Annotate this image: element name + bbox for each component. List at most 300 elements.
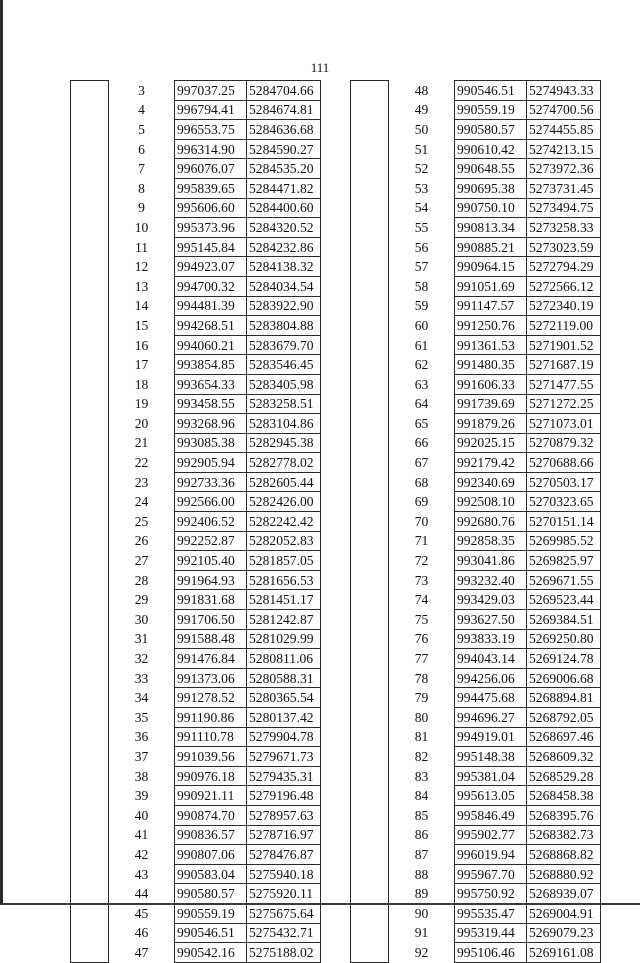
table-row bbox=[71, 316, 321, 336]
point-number: 13 bbox=[109, 276, 175, 296]
x-coordinate: 990807.06 bbox=[175, 845, 247, 865]
table-row bbox=[71, 237, 321, 257]
x-coordinate: 993232.40 bbox=[455, 570, 527, 590]
point-number: 16 bbox=[109, 335, 175, 355]
y-coordinate: 5278957.63 bbox=[247, 805, 321, 825]
point-number: 19 bbox=[109, 394, 175, 414]
y-coordinate: 5273731.45 bbox=[527, 178, 601, 198]
table-row bbox=[351, 139, 601, 159]
table-row bbox=[71, 276, 321, 296]
y-coordinate: 5269825.97 bbox=[527, 551, 601, 571]
x-coordinate: 991588.48 bbox=[175, 629, 247, 649]
point-number: 22 bbox=[109, 453, 175, 473]
y-coordinate: 5273023.59 bbox=[527, 237, 601, 257]
table-row bbox=[351, 786, 601, 806]
point-number: 4 bbox=[109, 100, 175, 120]
y-coordinate: 5271477.55 bbox=[527, 374, 601, 394]
table-row bbox=[351, 825, 601, 845]
point-number: 51 bbox=[389, 139, 455, 159]
y-coordinate: 5275675.64 bbox=[247, 903, 321, 923]
point-number: 60 bbox=[389, 316, 455, 336]
y-coordinate: 5269671.55 bbox=[527, 570, 601, 590]
point-number: 87 bbox=[389, 845, 455, 865]
table-row bbox=[71, 100, 321, 120]
y-coordinate: 5270151.14 bbox=[527, 512, 601, 532]
y-coordinate: 5271901.52 bbox=[527, 335, 601, 355]
point-number: 89 bbox=[389, 884, 455, 904]
point-number: 5 bbox=[109, 120, 175, 140]
x-coordinate: 995381.04 bbox=[455, 766, 527, 786]
table-row bbox=[351, 492, 601, 512]
x-coordinate: 992252.87 bbox=[175, 531, 247, 551]
table-row bbox=[351, 414, 601, 434]
point-number: 44 bbox=[109, 884, 175, 904]
x-coordinate: 992905.94 bbox=[175, 453, 247, 473]
y-coordinate: 5268939.07 bbox=[527, 884, 601, 904]
x-coordinate: 991190.86 bbox=[175, 708, 247, 728]
blank-column bbox=[71, 81, 109, 963]
y-coordinate: 5284400.60 bbox=[247, 198, 321, 218]
table-row bbox=[71, 159, 321, 179]
point-number: 80 bbox=[389, 708, 455, 728]
x-coordinate: 990964.15 bbox=[455, 257, 527, 277]
table-row bbox=[351, 629, 601, 649]
point-number: 65 bbox=[389, 414, 455, 434]
table-row bbox=[351, 394, 601, 414]
x-coordinate: 992105.40 bbox=[175, 551, 247, 571]
point-number: 45 bbox=[109, 903, 175, 923]
y-coordinate: 5283804.88 bbox=[247, 316, 321, 336]
point-number: 76 bbox=[389, 629, 455, 649]
table-row bbox=[71, 590, 321, 610]
table-row bbox=[351, 590, 601, 610]
table-row bbox=[351, 727, 601, 747]
point-number: 38 bbox=[109, 766, 175, 786]
table-row bbox=[71, 198, 321, 218]
x-coordinate: 991476.84 bbox=[175, 649, 247, 669]
y-coordinate: 5284471.82 bbox=[247, 178, 321, 198]
table-row bbox=[351, 649, 601, 669]
point-number: 24 bbox=[109, 492, 175, 512]
y-coordinate: 5279435.31 bbox=[247, 766, 321, 786]
point-number: 41 bbox=[109, 825, 175, 845]
x-coordinate: 991039.56 bbox=[175, 747, 247, 767]
point-number: 48 bbox=[389, 81, 455, 101]
y-coordinate: 5268697.46 bbox=[527, 727, 601, 747]
point-number: 82 bbox=[389, 747, 455, 767]
y-coordinate: 5268529.28 bbox=[527, 766, 601, 786]
table-row bbox=[71, 472, 321, 492]
y-coordinate: 5282052.83 bbox=[247, 531, 321, 551]
y-coordinate: 5283405.98 bbox=[247, 374, 321, 394]
table-row bbox=[71, 178, 321, 198]
x-coordinate: 997037.25 bbox=[175, 81, 247, 101]
y-coordinate: 5278716.97 bbox=[247, 825, 321, 845]
y-coordinate: 5269079.23 bbox=[527, 923, 601, 943]
x-coordinate: 995967.70 bbox=[455, 864, 527, 884]
y-coordinate: 5282605.44 bbox=[247, 472, 321, 492]
table-row bbox=[71, 708, 321, 728]
table-row bbox=[71, 923, 321, 943]
y-coordinate: 5280811.06 bbox=[247, 649, 321, 669]
y-coordinate: 5268868.82 bbox=[527, 845, 601, 865]
y-coordinate: 5279904.78 bbox=[247, 727, 321, 747]
x-coordinate: 996019.94 bbox=[455, 845, 527, 865]
y-coordinate: 5284590.27 bbox=[247, 139, 321, 159]
point-number: 57 bbox=[389, 257, 455, 277]
x-coordinate: 990976.18 bbox=[175, 766, 247, 786]
point-number: 53 bbox=[389, 178, 455, 198]
table-row bbox=[351, 688, 601, 708]
point-number: 81 bbox=[389, 727, 455, 747]
x-coordinate: 995902.77 bbox=[455, 825, 527, 845]
table-row bbox=[71, 766, 321, 786]
table-row bbox=[351, 81, 601, 101]
y-coordinate: 5268609.32 bbox=[527, 747, 601, 767]
y-coordinate: 5268458.38 bbox=[527, 786, 601, 806]
table-row bbox=[71, 120, 321, 140]
y-coordinate: 5283922.90 bbox=[247, 296, 321, 316]
table-row bbox=[351, 708, 601, 728]
table-row bbox=[71, 81, 321, 101]
point-number: 21 bbox=[109, 433, 175, 453]
x-coordinate: 995750.92 bbox=[455, 884, 527, 904]
table-row bbox=[351, 335, 601, 355]
x-coordinate: 995613.05 bbox=[455, 786, 527, 806]
y-coordinate: 5283258.51 bbox=[247, 394, 321, 414]
y-coordinate: 5279671.73 bbox=[247, 747, 321, 767]
point-number: 88 bbox=[389, 864, 455, 884]
y-coordinate: 5269006.68 bbox=[527, 668, 601, 688]
point-number: 28 bbox=[109, 570, 175, 590]
table-row bbox=[351, 316, 601, 336]
x-coordinate: 992733.36 bbox=[175, 472, 247, 492]
x-coordinate: 995839.65 bbox=[175, 178, 247, 198]
point-number: 20 bbox=[109, 414, 175, 434]
y-coordinate: 5271272.25 bbox=[527, 394, 601, 414]
x-coordinate: 994268.51 bbox=[175, 316, 247, 336]
x-coordinate: 996076.07 bbox=[175, 159, 247, 179]
y-coordinate: 5283104.86 bbox=[247, 414, 321, 434]
page-number: 111 bbox=[310, 60, 330, 75]
x-coordinate: 990836.57 bbox=[175, 825, 247, 845]
y-coordinate: 5271687.19 bbox=[527, 355, 601, 375]
x-coordinate: 995535.47 bbox=[455, 903, 527, 923]
x-coordinate: 993627.50 bbox=[455, 610, 527, 630]
table-row bbox=[71, 805, 321, 825]
point-number: 11 bbox=[109, 237, 175, 257]
table-row bbox=[71, 433, 321, 453]
table-row bbox=[71, 296, 321, 316]
coordinates-table-left bbox=[70, 80, 321, 963]
y-coordinate: 5284535.20 bbox=[247, 159, 321, 179]
point-number: 23 bbox=[109, 472, 175, 492]
blank-column bbox=[351, 81, 389, 963]
x-coordinate: 992680.76 bbox=[455, 512, 527, 532]
x-coordinate: 994043.14 bbox=[455, 649, 527, 669]
x-coordinate: 990885.21 bbox=[455, 237, 527, 257]
x-coordinate: 990542.16 bbox=[175, 943, 247, 963]
y-coordinate: 5274213.15 bbox=[527, 139, 601, 159]
point-number: 47 bbox=[109, 943, 175, 963]
y-coordinate: 5281656.53 bbox=[247, 570, 321, 590]
x-coordinate: 991373.06 bbox=[175, 668, 247, 688]
point-number: 61 bbox=[389, 335, 455, 355]
y-coordinate: 5274455.85 bbox=[527, 120, 601, 140]
point-number: 37 bbox=[109, 747, 175, 767]
table-row bbox=[71, 512, 321, 532]
table-row bbox=[351, 551, 601, 571]
point-number: 72 bbox=[389, 551, 455, 571]
x-coordinate: 993833.19 bbox=[455, 629, 527, 649]
y-coordinate: 5269384.51 bbox=[527, 610, 601, 630]
coordinates-table-right bbox=[350, 80, 601, 963]
point-number: 27 bbox=[109, 551, 175, 571]
table-row bbox=[351, 570, 601, 590]
y-coordinate: 5268894.81 bbox=[527, 688, 601, 708]
point-number: 9 bbox=[109, 198, 175, 218]
point-number: 78 bbox=[389, 668, 455, 688]
x-coordinate: 991278.52 bbox=[175, 688, 247, 708]
y-coordinate: 5284674.81 bbox=[247, 100, 321, 120]
table-row bbox=[71, 374, 321, 394]
point-number: 32 bbox=[109, 649, 175, 669]
y-coordinate: 5283546.45 bbox=[247, 355, 321, 375]
table-row bbox=[351, 198, 601, 218]
table-row bbox=[71, 453, 321, 473]
y-coordinate: 5281857.05 bbox=[247, 551, 321, 571]
point-number: 43 bbox=[109, 864, 175, 884]
table-row bbox=[71, 649, 321, 669]
x-coordinate: 990546.51 bbox=[175, 923, 247, 943]
y-coordinate: 5272794.29 bbox=[527, 257, 601, 277]
table-row bbox=[351, 845, 601, 865]
point-number: 68 bbox=[389, 472, 455, 492]
y-coordinate: 5273972.36 bbox=[527, 159, 601, 179]
x-coordinate: 995319.44 bbox=[455, 923, 527, 943]
x-coordinate: 990695.38 bbox=[455, 178, 527, 198]
point-number: 67 bbox=[389, 453, 455, 473]
point-number: 26 bbox=[109, 531, 175, 551]
x-coordinate: 995606.60 bbox=[175, 198, 247, 218]
y-coordinate: 5283679.70 bbox=[247, 335, 321, 355]
table-row bbox=[71, 727, 321, 747]
y-coordinate: 5282778.02 bbox=[247, 453, 321, 473]
point-number: 49 bbox=[389, 100, 455, 120]
x-coordinate: 991361.53 bbox=[455, 335, 527, 355]
point-number: 83 bbox=[389, 766, 455, 786]
table-row bbox=[351, 884, 601, 904]
y-coordinate: 5275940.18 bbox=[247, 864, 321, 884]
point-number: 79 bbox=[389, 688, 455, 708]
y-coordinate: 5275432.71 bbox=[247, 923, 321, 943]
y-coordinate: 5269161.08 bbox=[527, 943, 601, 963]
point-number: 90 bbox=[389, 903, 455, 923]
y-coordinate: 5269985.52 bbox=[527, 531, 601, 551]
table-row bbox=[71, 492, 321, 512]
table-row bbox=[351, 100, 601, 120]
point-number: 50 bbox=[389, 120, 455, 140]
point-number: 6 bbox=[109, 139, 175, 159]
point-number: 73 bbox=[389, 570, 455, 590]
x-coordinate: 996314.90 bbox=[175, 139, 247, 159]
y-coordinate: 5282426.00 bbox=[247, 492, 321, 512]
table-row bbox=[71, 884, 321, 904]
x-coordinate: 991147.57 bbox=[455, 296, 527, 316]
x-coordinate: 991964.93 bbox=[175, 570, 247, 590]
table-row bbox=[351, 218, 601, 238]
point-number: 62 bbox=[389, 355, 455, 375]
table-row bbox=[351, 296, 601, 316]
x-coordinate: 993458.55 bbox=[175, 394, 247, 414]
table-row bbox=[351, 453, 601, 473]
y-coordinate: 5282242.42 bbox=[247, 512, 321, 532]
table-row bbox=[351, 747, 601, 767]
point-number: 85 bbox=[389, 805, 455, 825]
point-number: 14 bbox=[109, 296, 175, 316]
x-coordinate: 993654.33 bbox=[175, 374, 247, 394]
x-coordinate: 994923.07 bbox=[175, 257, 247, 277]
y-coordinate: 5281029.99 bbox=[247, 629, 321, 649]
x-coordinate: 991739.69 bbox=[455, 394, 527, 414]
x-coordinate: 995148.38 bbox=[455, 747, 527, 767]
table-row bbox=[351, 178, 601, 198]
y-coordinate: 5284320.52 bbox=[247, 218, 321, 238]
point-number: 3 bbox=[109, 81, 175, 101]
point-number: 58 bbox=[389, 276, 455, 296]
x-coordinate: 990546.51 bbox=[455, 81, 527, 101]
table-row bbox=[351, 923, 601, 943]
y-coordinate: 5269124.78 bbox=[527, 649, 601, 669]
point-number: 70 bbox=[389, 512, 455, 532]
y-coordinate: 5269523.44 bbox=[527, 590, 601, 610]
y-coordinate: 5270688.66 bbox=[527, 453, 601, 473]
point-number: 8 bbox=[109, 178, 175, 198]
table-row bbox=[71, 414, 321, 434]
point-number: 35 bbox=[109, 708, 175, 728]
y-coordinate: 5274943.33 bbox=[527, 81, 601, 101]
y-coordinate: 5284636.68 bbox=[247, 120, 321, 140]
x-coordinate: 990583.04 bbox=[175, 864, 247, 884]
x-coordinate: 990559.19 bbox=[175, 903, 247, 923]
y-coordinate: 5273258.33 bbox=[527, 218, 601, 238]
table-row bbox=[71, 845, 321, 865]
x-coordinate: 992508.10 bbox=[455, 492, 527, 512]
table-row bbox=[351, 374, 601, 394]
point-number: 39 bbox=[109, 786, 175, 806]
point-number: 63 bbox=[389, 374, 455, 394]
table-row bbox=[71, 218, 321, 238]
x-coordinate: 993854.85 bbox=[175, 355, 247, 375]
point-number: 75 bbox=[389, 610, 455, 630]
point-number: 17 bbox=[109, 355, 175, 375]
x-coordinate: 991831.68 bbox=[175, 590, 247, 610]
x-coordinate: 992858.35 bbox=[455, 531, 527, 551]
table-row bbox=[351, 766, 601, 786]
x-coordinate: 991879.26 bbox=[455, 414, 527, 434]
y-coordinate: 5272340.19 bbox=[527, 296, 601, 316]
table-row bbox=[351, 903, 601, 923]
table-row bbox=[71, 629, 321, 649]
y-coordinate: 5282945.38 bbox=[247, 433, 321, 453]
point-number: 84 bbox=[389, 786, 455, 806]
table-row bbox=[351, 472, 601, 492]
y-coordinate: 5284704.66 bbox=[247, 81, 321, 101]
point-number: 64 bbox=[389, 394, 455, 414]
y-coordinate: 5273494.75 bbox=[527, 198, 601, 218]
point-number: 30 bbox=[109, 610, 175, 630]
point-number: 52 bbox=[389, 159, 455, 179]
x-coordinate: 990813.34 bbox=[455, 218, 527, 238]
x-coordinate: 992179.42 bbox=[455, 453, 527, 473]
x-coordinate: 990610.42 bbox=[455, 139, 527, 159]
point-number: 56 bbox=[389, 237, 455, 257]
table-row bbox=[71, 610, 321, 630]
y-coordinate: 5280588.31 bbox=[247, 668, 321, 688]
point-number: 42 bbox=[109, 845, 175, 865]
x-coordinate: 990921.11 bbox=[175, 786, 247, 806]
point-number: 55 bbox=[389, 218, 455, 238]
y-coordinate: 5280137.42 bbox=[247, 708, 321, 728]
point-number: 34 bbox=[109, 688, 175, 708]
point-number: 77 bbox=[389, 649, 455, 669]
x-coordinate: 991051.69 bbox=[455, 276, 527, 296]
point-number: 86 bbox=[389, 825, 455, 845]
x-coordinate: 990580.57 bbox=[175, 884, 247, 904]
y-coordinate: 5284232.86 bbox=[247, 237, 321, 257]
x-coordinate: 994700.32 bbox=[175, 276, 247, 296]
table-row bbox=[71, 903, 321, 923]
table-row bbox=[71, 139, 321, 159]
y-coordinate: 5268880.92 bbox=[527, 864, 601, 884]
point-number: 92 bbox=[389, 943, 455, 963]
y-coordinate: 5271073.01 bbox=[527, 414, 601, 434]
x-coordinate: 994475.68 bbox=[455, 688, 527, 708]
x-coordinate: 994481.39 bbox=[175, 296, 247, 316]
point-number: 18 bbox=[109, 374, 175, 394]
x-coordinate: 991706.50 bbox=[175, 610, 247, 630]
y-coordinate: 5270879.32 bbox=[527, 433, 601, 453]
table-row bbox=[71, 943, 321, 963]
x-coordinate: 991606.33 bbox=[455, 374, 527, 394]
table-row bbox=[71, 825, 321, 845]
x-coordinate: 996553.75 bbox=[175, 120, 247, 140]
x-coordinate: 990559.19 bbox=[455, 100, 527, 120]
point-number: 12 bbox=[109, 257, 175, 277]
table-row bbox=[351, 257, 601, 277]
table-row bbox=[351, 120, 601, 140]
point-number: 10 bbox=[109, 218, 175, 238]
point-number: 66 bbox=[389, 433, 455, 453]
table-row bbox=[351, 610, 601, 630]
table-row bbox=[351, 433, 601, 453]
x-coordinate: 993429.03 bbox=[455, 590, 527, 610]
point-number: 40 bbox=[109, 805, 175, 825]
x-coordinate: 993041.86 bbox=[455, 551, 527, 571]
point-number: 7 bbox=[109, 159, 175, 179]
x-coordinate: 994256.06 bbox=[455, 668, 527, 688]
point-number: 91 bbox=[389, 923, 455, 943]
x-coordinate: 990648.55 bbox=[455, 159, 527, 179]
point-number: 69 bbox=[389, 492, 455, 512]
point-number: 31 bbox=[109, 629, 175, 649]
table-row bbox=[71, 355, 321, 375]
y-coordinate: 5274700.56 bbox=[527, 100, 601, 120]
table-row bbox=[71, 668, 321, 688]
x-coordinate: 994919.01 bbox=[455, 727, 527, 747]
table-row bbox=[71, 394, 321, 414]
y-coordinate: 5284034.54 bbox=[247, 276, 321, 296]
